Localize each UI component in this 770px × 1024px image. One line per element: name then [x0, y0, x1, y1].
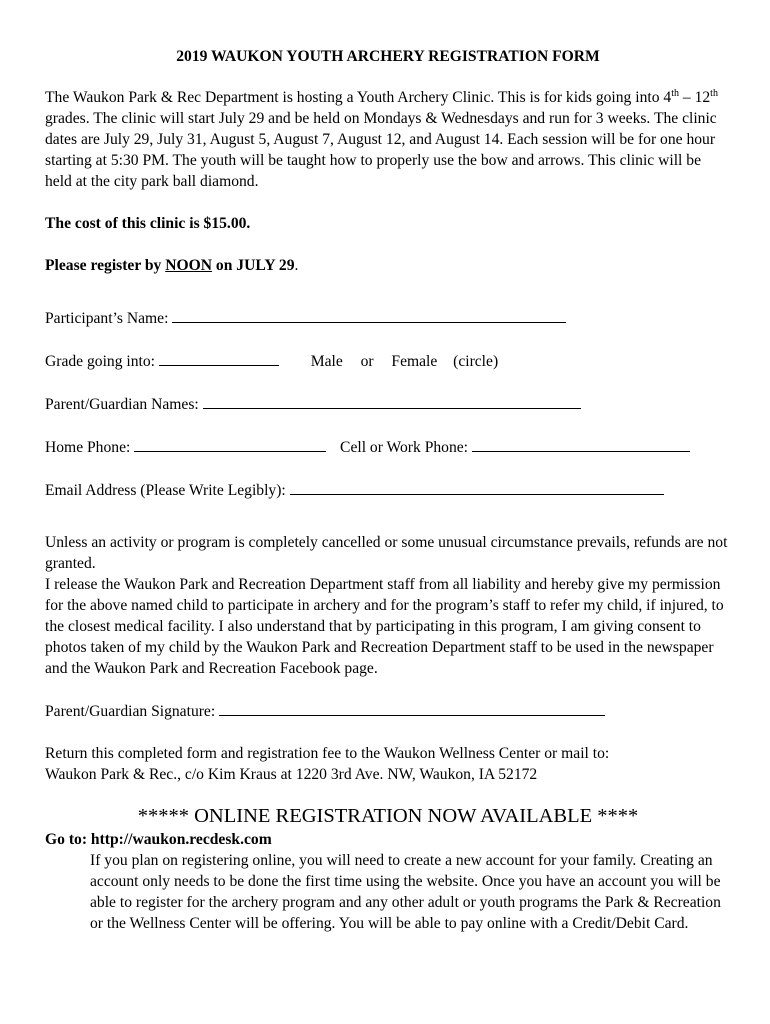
home-phone-label: Home Phone: — [45, 439, 131, 456]
guardian-row — [45, 393, 731, 415]
grade-line[interactable] — [159, 350, 279, 366]
cell-phone-label: Cell or Work Phone: — [340, 439, 469, 456]
guardian-names-line[interactable] — [203, 393, 581, 409]
deadline-statement — [45, 255, 731, 276]
signature-label: Parent/Guardian Signature: — [45, 703, 216, 720]
phone-row — [45, 436, 731, 458]
form-title: 2019 WAUKON YOUTH ARCHERY REGISTRATION FORM — [176, 48, 600, 65]
email-line[interactable] — [290, 479, 664, 495]
guardian-label: Parent/Guardian Names: — [45, 396, 199, 413]
intro-paragraph — [45, 87, 731, 192]
return-instructions-2: Waukon Park & Rec., c/o Kim Kraus at 1220 3rd Ave. NW, Waukon, IA 52172 — [45, 766, 538, 783]
home-phone-line[interactable] — [134, 436, 326, 452]
deadline-prefix: Please register by — [45, 257, 166, 274]
participant-name-line[interactable] — [172, 307, 566, 323]
intro-sup-2: th — [710, 87, 718, 99]
participant-row — [45, 307, 731, 329]
online-url[interactable]: Go to: http://waukon.recdesk.com — [45, 831, 272, 848]
circle-instruction: (circle) — [453, 353, 499, 370]
refund-policy: Unless an activity or program is completely cancelled or some unusual circumstance prevails, refunds are not granted. — [45, 534, 728, 572]
grade-label: Grade going into: — [45, 353, 156, 370]
deadline-period: . — [294, 257, 299, 274]
intro-text-2: – 12 — [678, 89, 711, 106]
intro-text-3: grades. The clinic will start July 29 and be held on Mondays & Wednesdays and run for 3 weeks. The clinic dates are July 29, July 31, August 5, August 7, August 12, and August 14. Each session will be for one hour starting at 5:30 PM. The youth will be taught how to properly use the bow and arrows. This clinic will be held at the city park ball diamond. — [45, 110, 717, 190]
cell-phone-line[interactable] — [472, 436, 690, 452]
email-row — [45, 479, 731, 501]
female-option[interactable]: Female — [391, 353, 438, 370]
participant-label: Participant’s Name: — [45, 310, 169, 327]
male-option[interactable]: Male — [310, 353, 343, 370]
deadline-date: on JULY 29 — [212, 257, 295, 274]
return-instructions-1: Return this completed form and registration fee to the Waukon Wellness Center or mail to: — [45, 745, 610, 762]
intro-sup-1: th — [671, 87, 679, 99]
grade-row — [45, 350, 731, 372]
online-registration-heading: ***** ONLINE REGISTRATION NOW AVAILABLE **** — [137, 805, 639, 827]
email-label: Email Address (Please Write Legibly): — [45, 482, 286, 499]
registration-form — [45, 46, 731, 934]
signature-row — [45, 700, 731, 722]
cost-statement: The cost of this clinic is $15.00. — [45, 215, 251, 232]
deadline-noon: NOON — [165, 257, 213, 274]
liability-release: I release the Waukon Park and Recreation Department staff from all liability and hereby give my permission for the above named child to participate in archery and for the program’s staff to refer my child, if injured, to the closest medical facility. I also understand that by participating in this program, I am giving consent to photos taken of my child by the Waukon Park and Recreation Department staff to be used in the newspaper and the Waukon Park and Recreation Facebook page. — [45, 576, 724, 677]
online-instructions: If you plan on registering online, you will need to create a new account for your family. Creating an account only needs to be done the first time using the website. Once you have an account you will be able to register for the archery program and any other adult or youth programs the Park & Recreation or the Wellness Center will be offering. You will be able to pay online with a Credit/Debit Card. — [90, 852, 721, 932]
intro-text-1: The Waukon Park & Rec Department is hosting a Youth Archery Clinic. This is for kids going into 4 — [45, 89, 672, 106]
or-text: or — [360, 353, 374, 370]
signature-line[interactable] — [219, 700, 605, 716]
